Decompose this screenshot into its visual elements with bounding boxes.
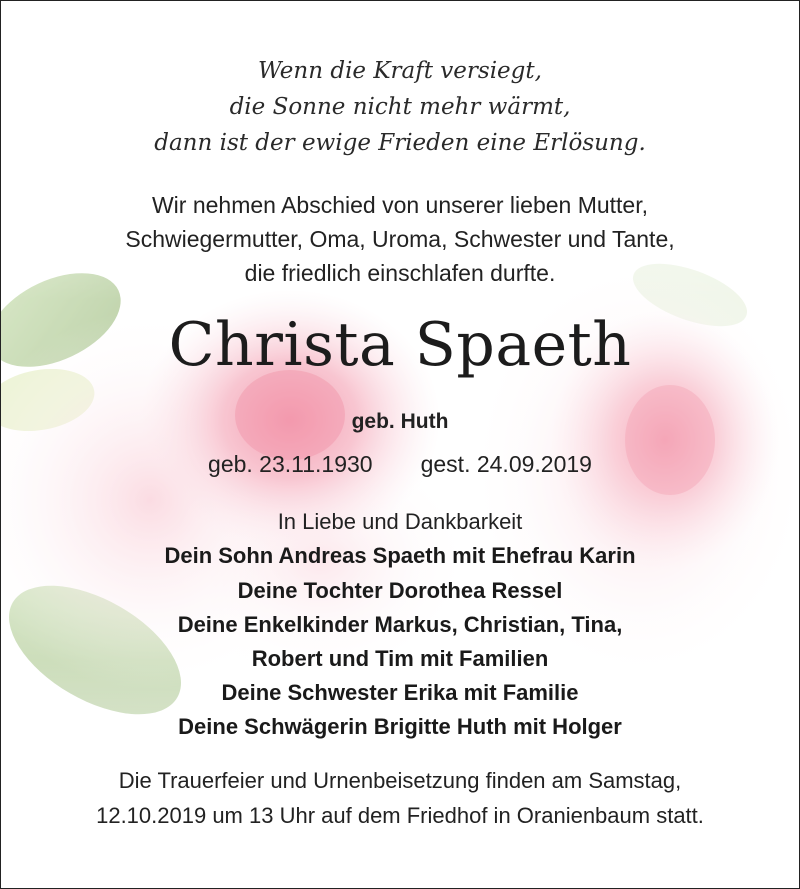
death-date: gest. 24.09.2019 [420,451,592,477]
family-line: Deine Schwester Erika mit Familie [221,680,579,705]
intro-line: Wir nehmen Abschied von unserer lieben Mutter, [151,192,649,218]
poem-line: dann ist der ewige Frieden eine Erlösung. [154,130,646,156]
family-line: Robert und Tim mit Familien [251,646,549,671]
family-line: Dein Sohn Andreas Spaeth mit Ehefrau Karin [164,543,636,568]
deceased-name: Christa Spaeth [168,310,632,380]
intro-line: die friedlich einschlafen durfte. [244,260,556,286]
family-line: Deine Schwägerin Brigitte Huth mit Holger [178,714,622,739]
funeral-info-line: Die Trauerfeier und Urnenbeisetzung finden am Samstag, [118,768,682,793]
family-line: Deine Enkelkinder Markus, Christian, Tina, [177,612,623,637]
poem-line: die Sonne nicht mehr wärmt, [229,94,571,120]
poem-line: Wenn die Kraft versiegt, [258,58,542,84]
life-dates [0,451,800,478]
birth-date: geb. 23.11.1930 [208,451,373,477]
maiden-name: geb. Huth [351,410,449,433]
thanks-line: In Liebe und Dankbarkeit [277,509,523,534]
family-line: Deine Tochter Dorothea Ressel [237,578,563,603]
funeral-info-line: 12.10.2019 um 13 Uhr auf dem Friedhof in Oranienbaum statt. [96,803,704,828]
intro-line: Schwiegermutter, Oma, Uroma, Schwester und Tante, [125,226,675,252]
